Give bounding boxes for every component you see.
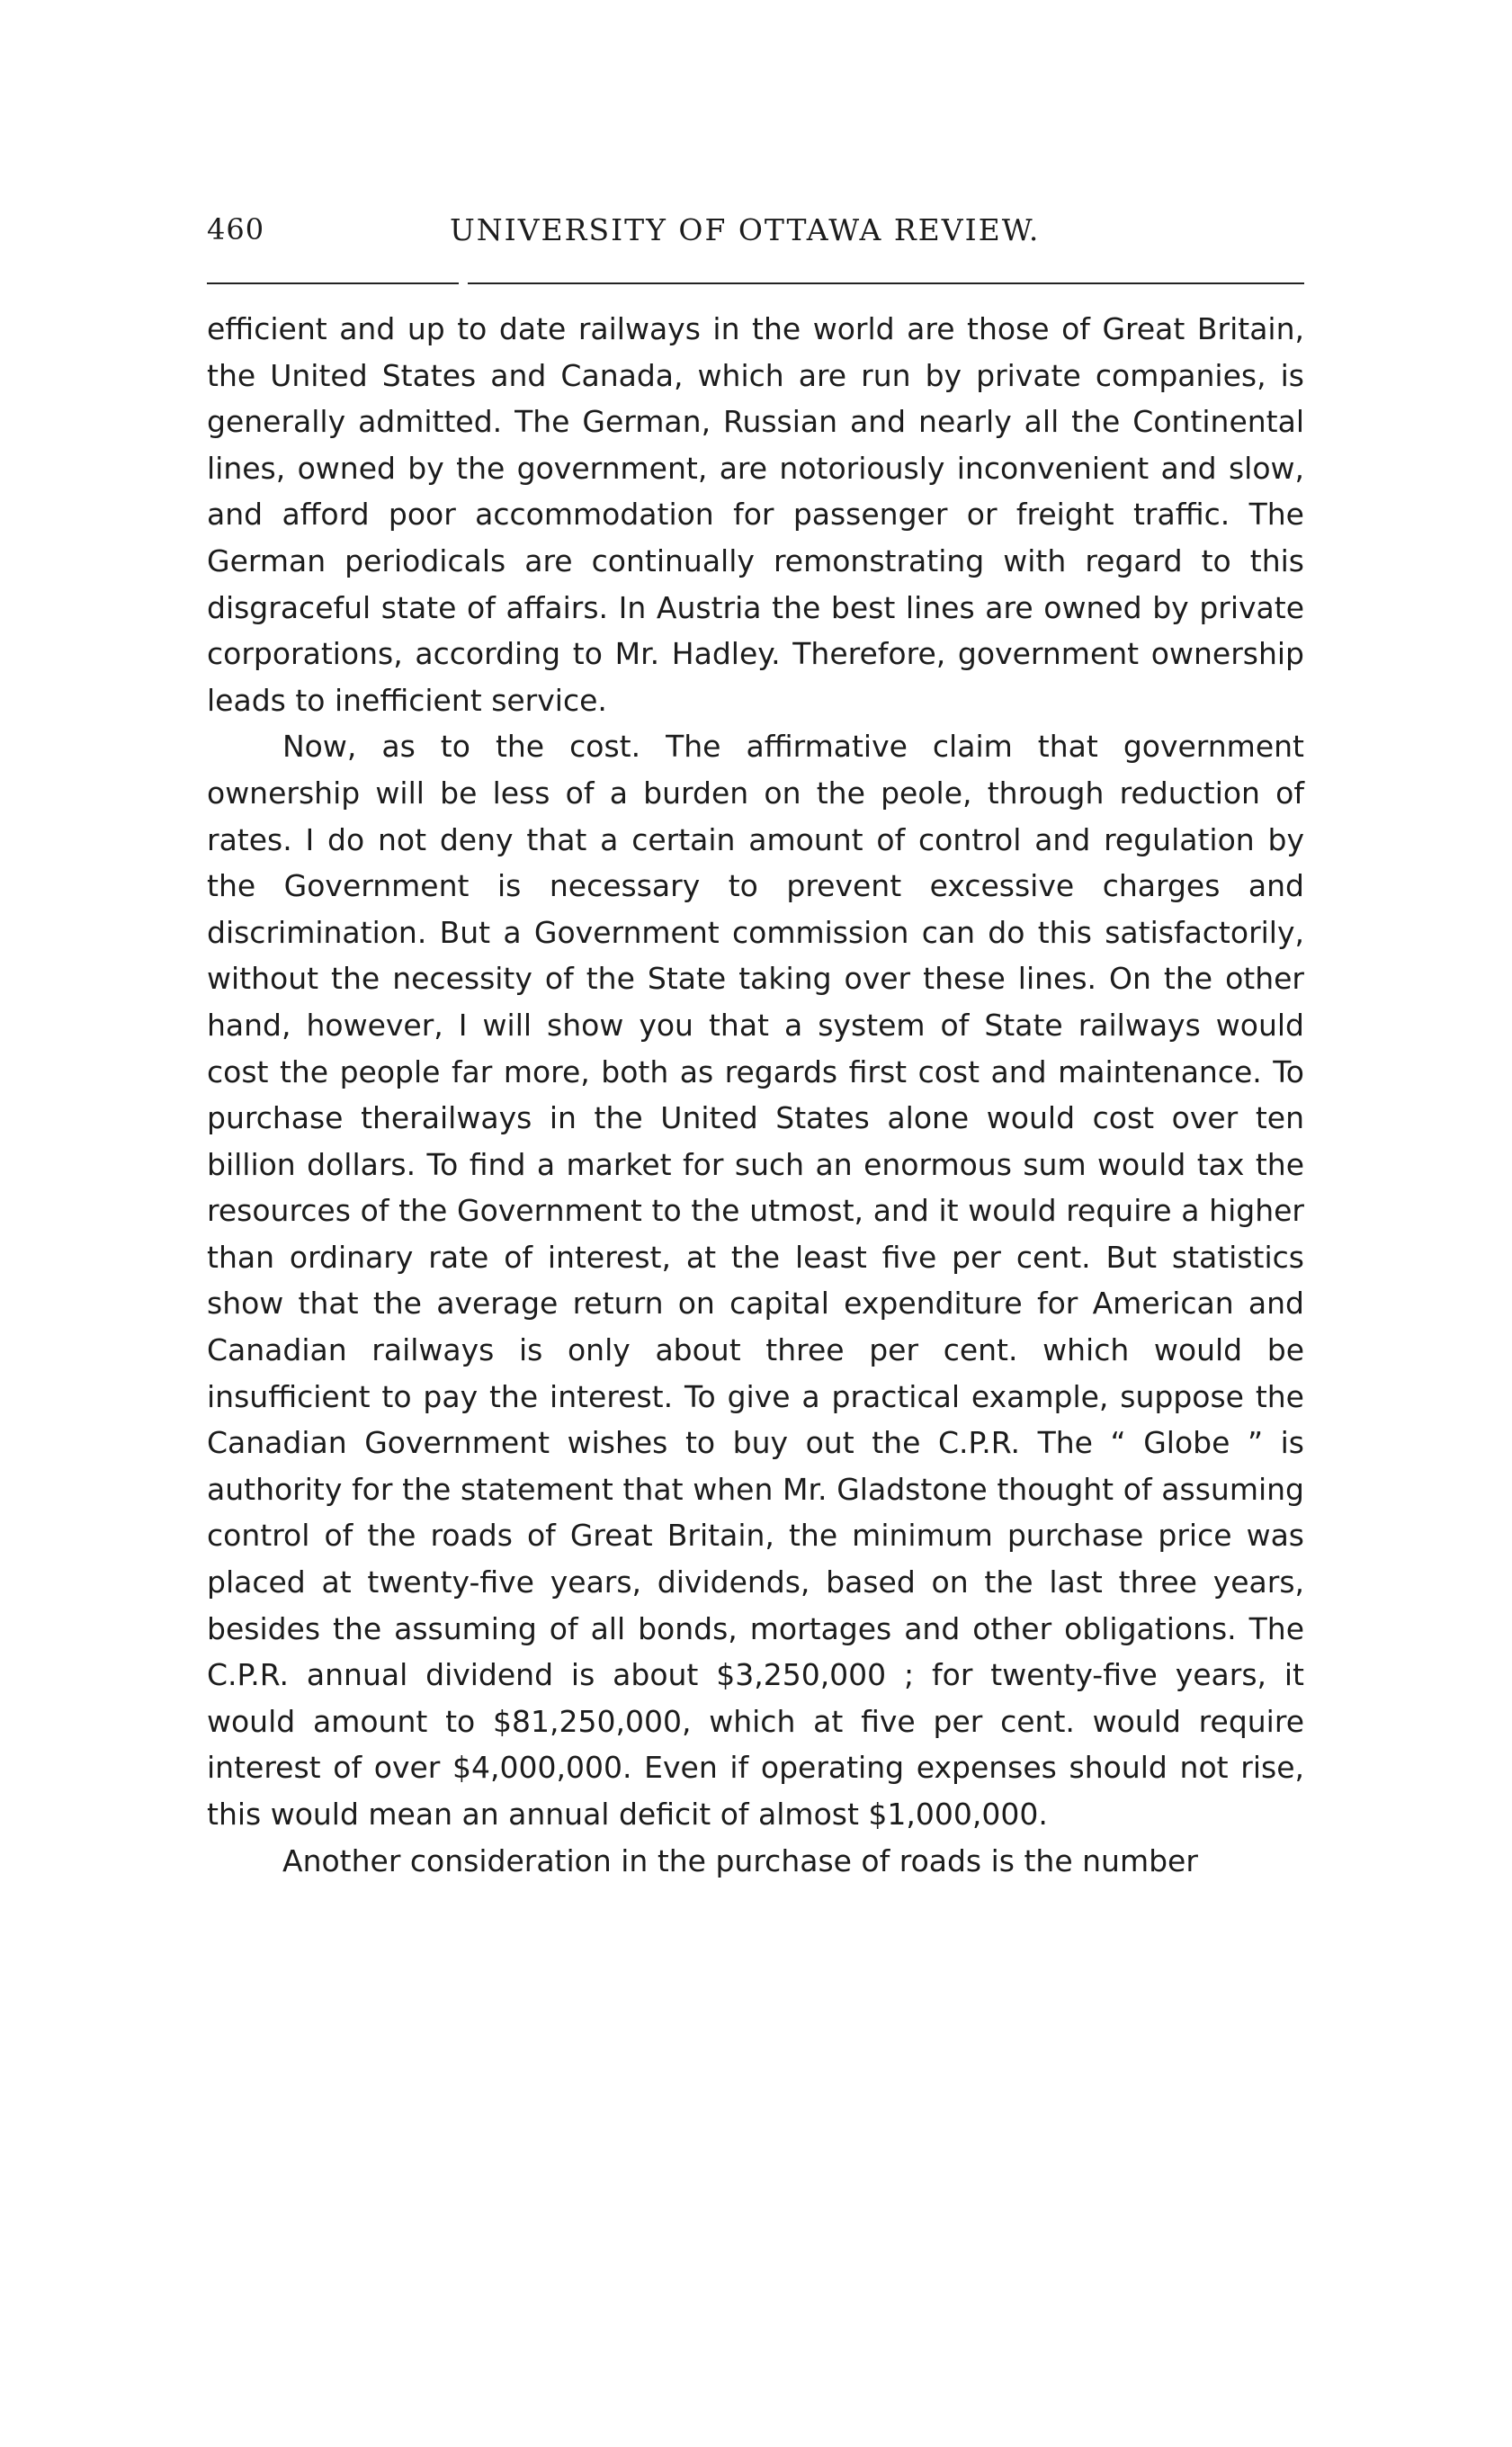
paragraph-another-consideration: Another consideration in the purchase of roads is the number bbox=[282, 1842, 1198, 1878]
header-rule-right bbox=[468, 282, 1304, 284]
page-number: 460 bbox=[207, 212, 265, 246]
page-header bbox=[207, 212, 1304, 266]
header-rule-left bbox=[207, 282, 459, 284]
running-title: UNIVERSITY OF OTTAWA REVIEW. bbox=[450, 212, 1041, 247]
paragraph-cost: Now, as to the cost. The affirmative claim that government ownership will be less of a burden on the peole, through reduction of rates. I do not deny that a certain amount of control and regulation by the Government is necessary to prevent excessive charges and discrimination. But a Government commission can do this satisfactorily, without the necessity of the State taking over these lines. On the other hand, however, I will show you that a system of State railways would cost the people far more, both as regards first cost and maintenance. To purchase therailways in the United States alone would cost over ten billion dollars. To find a market for such an enormous sum would tax the resources of the Government to the utmost, and it would require a higher than ordinary rate of interest, at the least five per cent. But statistics show that the average return on capital expenditure for American and Canadian railways is only about three per cent. which would be insufficient to pay the interest. To give a practical example, suppose the Canadian Government wishes to buy out the C.P.R. The “ Globe ” is authority for the statement that when Mr. Gladstone thought of assuming control of the roads of Great Britain, the minimum purchase price was placed at twenty-five years, dividends, based on the last three years, besides the assuming of all bonds, mortages and other obligations. The C.P.R. annual dividend is about $3,250,000 ; for twenty-five years, it would amount to $81,250,000, which at five per cent. would require interest of over $4,000,000. Even if operating expenses should not rise, this would mean an annual deficit of almost $1,000,000. bbox=[207, 729, 1304, 1832]
article-body bbox=[207, 306, 1304, 1884]
paragraph-continued: efficient and up to date railways in the world are those of Great Britain, the United States and Canada, which are run by private companies, is generally admitted. The German, Russian and nearly all the Continental lines, owned by the government, are notoriously inconvenient and slow, and afford poor accommodation for passenger or freight traffic. The German periodicals are continually remonstrating with regard to this disgraceful state of affairs. In Austria the best lines are owned by private corporations, according to Mr. Hadley. Therefore, government ownership leads to inefficient service. bbox=[207, 311, 1304, 718]
